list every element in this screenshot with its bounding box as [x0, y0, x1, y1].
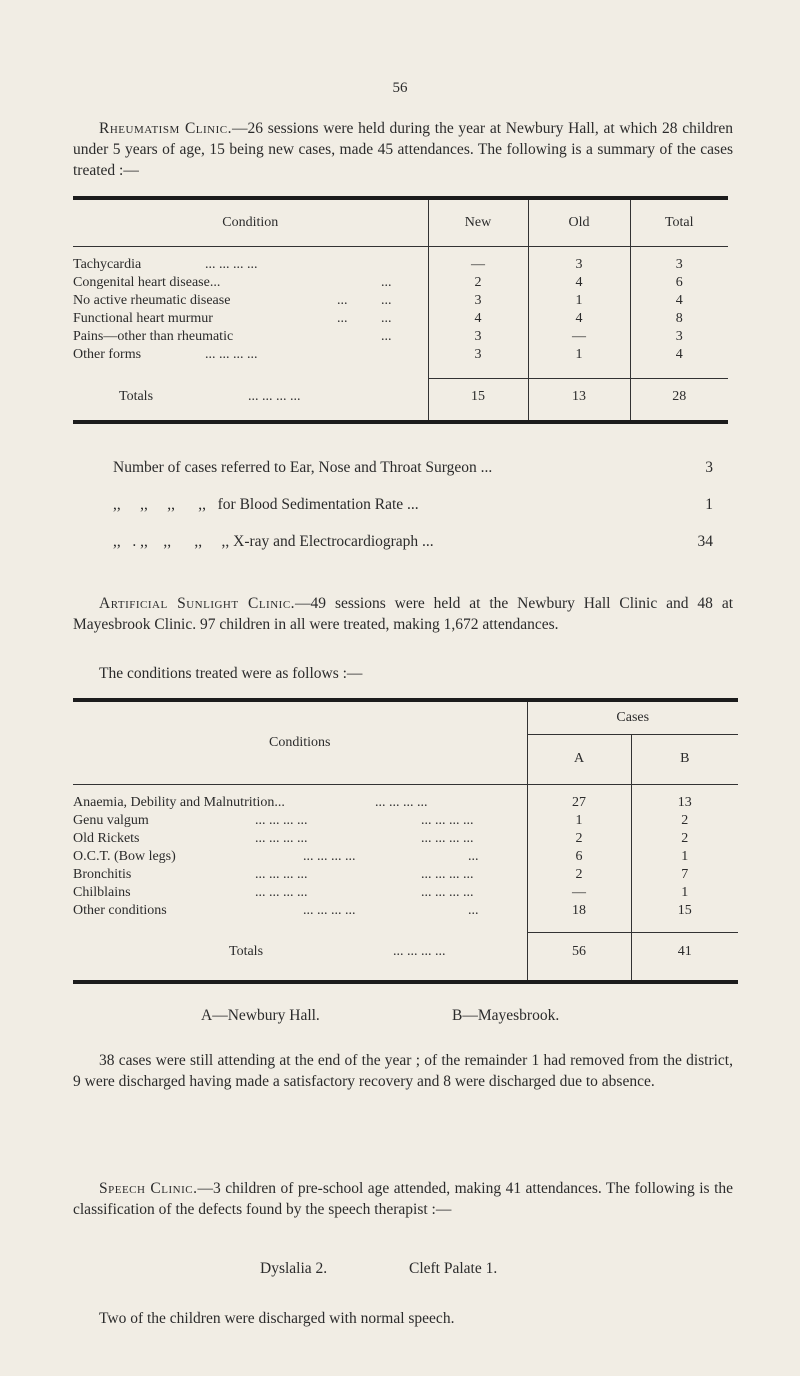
leader-dots: ...	[337, 293, 348, 308]
referral-count: 3	[705, 459, 713, 476]
col-header-condition: Condition	[73, 198, 428, 246]
totals-row	[73, 378, 728, 416]
row-total: 3	[630, 256, 728, 274]
row-old: 1	[528, 292, 630, 310]
leader-dots: ...	[381, 329, 392, 344]
sunlight-clinic-text: —49 sessions were held at the Newbury Hall Clinic and 48 at Mayesbrook Clinic. 97 children in all were treated, making 1,672 attendances.	[73, 595, 734, 633]
leader-dots: ... ... ... ...	[255, 831, 308, 846]
totals-row	[73, 932, 738, 972]
row-b: 15	[631, 902, 738, 920]
row-total: 4	[630, 346, 728, 364]
totals-total: 28	[630, 378, 728, 416]
totals-a: 56	[527, 932, 631, 972]
table-row	[73, 866, 738, 884]
conditions-intro: The conditions treated were as follows :—	[99, 665, 363, 682]
row-b: 1	[631, 884, 738, 902]
col-header-new: New	[428, 198, 528, 246]
row-b: 2	[631, 830, 738, 848]
table-row	[73, 830, 738, 848]
leader-dots: ... ... ... ...	[393, 944, 446, 959]
row-b: 2	[631, 812, 738, 830]
table-row	[73, 310, 728, 328]
table-row	[73, 812, 738, 830]
row-a: 2	[527, 830, 631, 848]
row-condition: Functional heart murmur	[73, 311, 213, 326]
totals-b: 41	[631, 932, 738, 972]
row-b: 13	[631, 794, 738, 812]
row-old: —	[528, 328, 630, 346]
row-new: 3	[428, 346, 528, 364]
sunlight-table	[73, 698, 738, 984]
col-header-conditions: Conditions	[73, 700, 527, 784]
referral-count: 1	[705, 496, 713, 513]
row-new: 3	[428, 292, 528, 310]
row-b: 1	[631, 848, 738, 866]
leader-dots: ...	[381, 311, 392, 326]
row-condition: Chilblains	[73, 885, 131, 900]
defect-cleft-palate: Cleft Palate 1.	[409, 1260, 498, 1277]
row-condition: Old Rickets	[73, 831, 140, 846]
leader-dots: ...	[209, 275, 221, 290]
legend-a: A—Newbury Hall.	[201, 1007, 320, 1024]
leader-dots: ...	[468, 903, 479, 918]
referral-text: Number of cases referred to Ear, Nose and Throat Surgeon ...	[113, 459, 493, 476]
row-new: —	[428, 256, 528, 274]
referral-line	[113, 496, 713, 518]
leader-dots: ... ... ... ...	[205, 257, 258, 272]
row-condition: Bronchitis	[73, 867, 132, 882]
row-old: 4	[528, 310, 630, 328]
row-condition: Pains—other than rheumatic	[73, 329, 234, 344]
leader-dots: ... ... ... ...	[421, 885, 474, 900]
row-b: 7	[631, 866, 738, 884]
col-header-b: B	[631, 734, 738, 784]
referral-count: 34	[697, 533, 713, 550]
leader-dots: ... ... ... ...	[255, 867, 308, 882]
leader-dots: ... ... ... ...	[375, 795, 428, 810]
referral-text: ,, ,, ,, ,, for Blood Sedimentation Rate ...	[113, 496, 419, 513]
rheumatism-clinic-text: —26 sessions were held during the year at Newbury Hall, at which 28 children under 5 years of age, 15 being new cases, made 45 attendances. The following is a summary of the cases treated :—	[73, 120, 733, 179]
col-header-cases: Cases	[527, 700, 738, 734]
leader-dots: ...	[381, 275, 392, 290]
table-row	[73, 848, 738, 866]
row-total: 4	[630, 292, 728, 310]
leader-dots: ... ... ... ...	[421, 831, 474, 846]
leader-dots: ... ... ... ...	[205, 347, 258, 362]
leader-dots: ... ... ... ...	[248, 389, 301, 404]
row-a: 27	[527, 794, 631, 812]
legend-b: B—Mayesbrook.	[452, 1007, 560, 1024]
leader-dots: ... ... ... ...	[421, 867, 474, 882]
leader-dots: ...	[468, 849, 479, 864]
row-a: 18	[527, 902, 631, 920]
leader-dots: ... ... ... ...	[303, 849, 356, 864]
followup-paragraph: 38 cases were still attending at the end of the year ; of the remainder 1 had removed from the district, 9 were discharged having made a satisfactory recovery and 8 were discharged due to absence.	[73, 1052, 733, 1090]
row-new: 2	[428, 274, 528, 292]
leader-dots: ...	[274, 795, 285, 810]
row-condition: Other conditions	[73, 903, 167, 918]
row-a: 2	[527, 866, 631, 884]
table-row	[73, 256, 728, 274]
closing-sentence: Two of the children were discharged with normal speech.	[99, 1310, 455, 1327]
row-condition: Tachycardia	[73, 257, 142, 272]
defect-dyslalia: Dyslalia 2.	[260, 1260, 328, 1277]
row-condition: Anaemia, Debility and Malnutrition	[73, 795, 275, 810]
speech-clinic-text: —3 children of pre-school age attended, making 41 attendances. The following is the classification of the defects found by the speech therapist :—	[73, 1180, 734, 1218]
row-total: 6	[630, 274, 728, 292]
sunlight-clinic-heading: Artificial Sunlight Clinic.	[99, 595, 296, 612]
referral-line	[113, 533, 713, 555]
rheumatism-table	[73, 196, 728, 424]
totals-label: Totals	[229, 944, 264, 959]
col-header-total: Total	[630, 198, 728, 246]
leader-dots: ... ... ... ...	[421, 813, 474, 828]
totals-old: 13	[528, 378, 630, 416]
page-number: 56	[392, 80, 408, 96]
speech-clinic-heading: Speech Clinic.	[99, 1180, 198, 1197]
referral-text: ,, . ,, ,, ,, ,, X-ray and Electrocardiograph ...	[113, 533, 434, 550]
row-old: 4	[528, 274, 630, 292]
table-row	[73, 902, 738, 920]
table-row	[73, 794, 738, 812]
rheumatism-clinic-heading: Rheumatism Clinic.	[99, 120, 233, 137]
leader-dots: ... ... ... ...	[255, 813, 308, 828]
leader-dots: ... ... ... ...	[255, 885, 308, 900]
speech-clinic-paragraph	[73, 1178, 733, 1220]
leader-dots: ...	[337, 311, 348, 326]
row-condition: Congenital heart disease	[73, 275, 210, 290]
leader-dots: ... ... ... ...	[303, 903, 356, 918]
totals-new: 15	[428, 378, 528, 416]
table-row	[73, 274, 728, 292]
leader-dots: ...	[381, 293, 392, 308]
sunlight-clinic-paragraph	[73, 593, 733, 635]
col-header-old: Old	[528, 198, 630, 246]
row-new: 4	[428, 310, 528, 328]
col-header-a: A	[527, 734, 631, 784]
row-condition: Genu valgum	[73, 813, 149, 828]
row-condition: No active rheumatic disease	[73, 293, 231, 308]
row-old: 1	[528, 346, 630, 364]
row-total: 8	[630, 310, 728, 328]
table-row	[73, 328, 728, 346]
table-row	[73, 884, 738, 902]
row-new: 3	[428, 328, 528, 346]
referral-line	[113, 459, 713, 481]
table-row	[73, 346, 728, 364]
row-a: —	[527, 884, 631, 902]
row-a: 6	[527, 848, 631, 866]
row-condition: O.C.T. (Bow legs)	[73, 849, 176, 864]
row-a: 1	[527, 812, 631, 830]
row-total: 3	[630, 328, 728, 346]
totals-label: Totals	[119, 389, 154, 404]
rheumatism-clinic-paragraph	[73, 118, 733, 181]
row-old: 3	[528, 256, 630, 274]
row-condition: Other forms	[73, 347, 142, 362]
table-row	[73, 292, 728, 310]
